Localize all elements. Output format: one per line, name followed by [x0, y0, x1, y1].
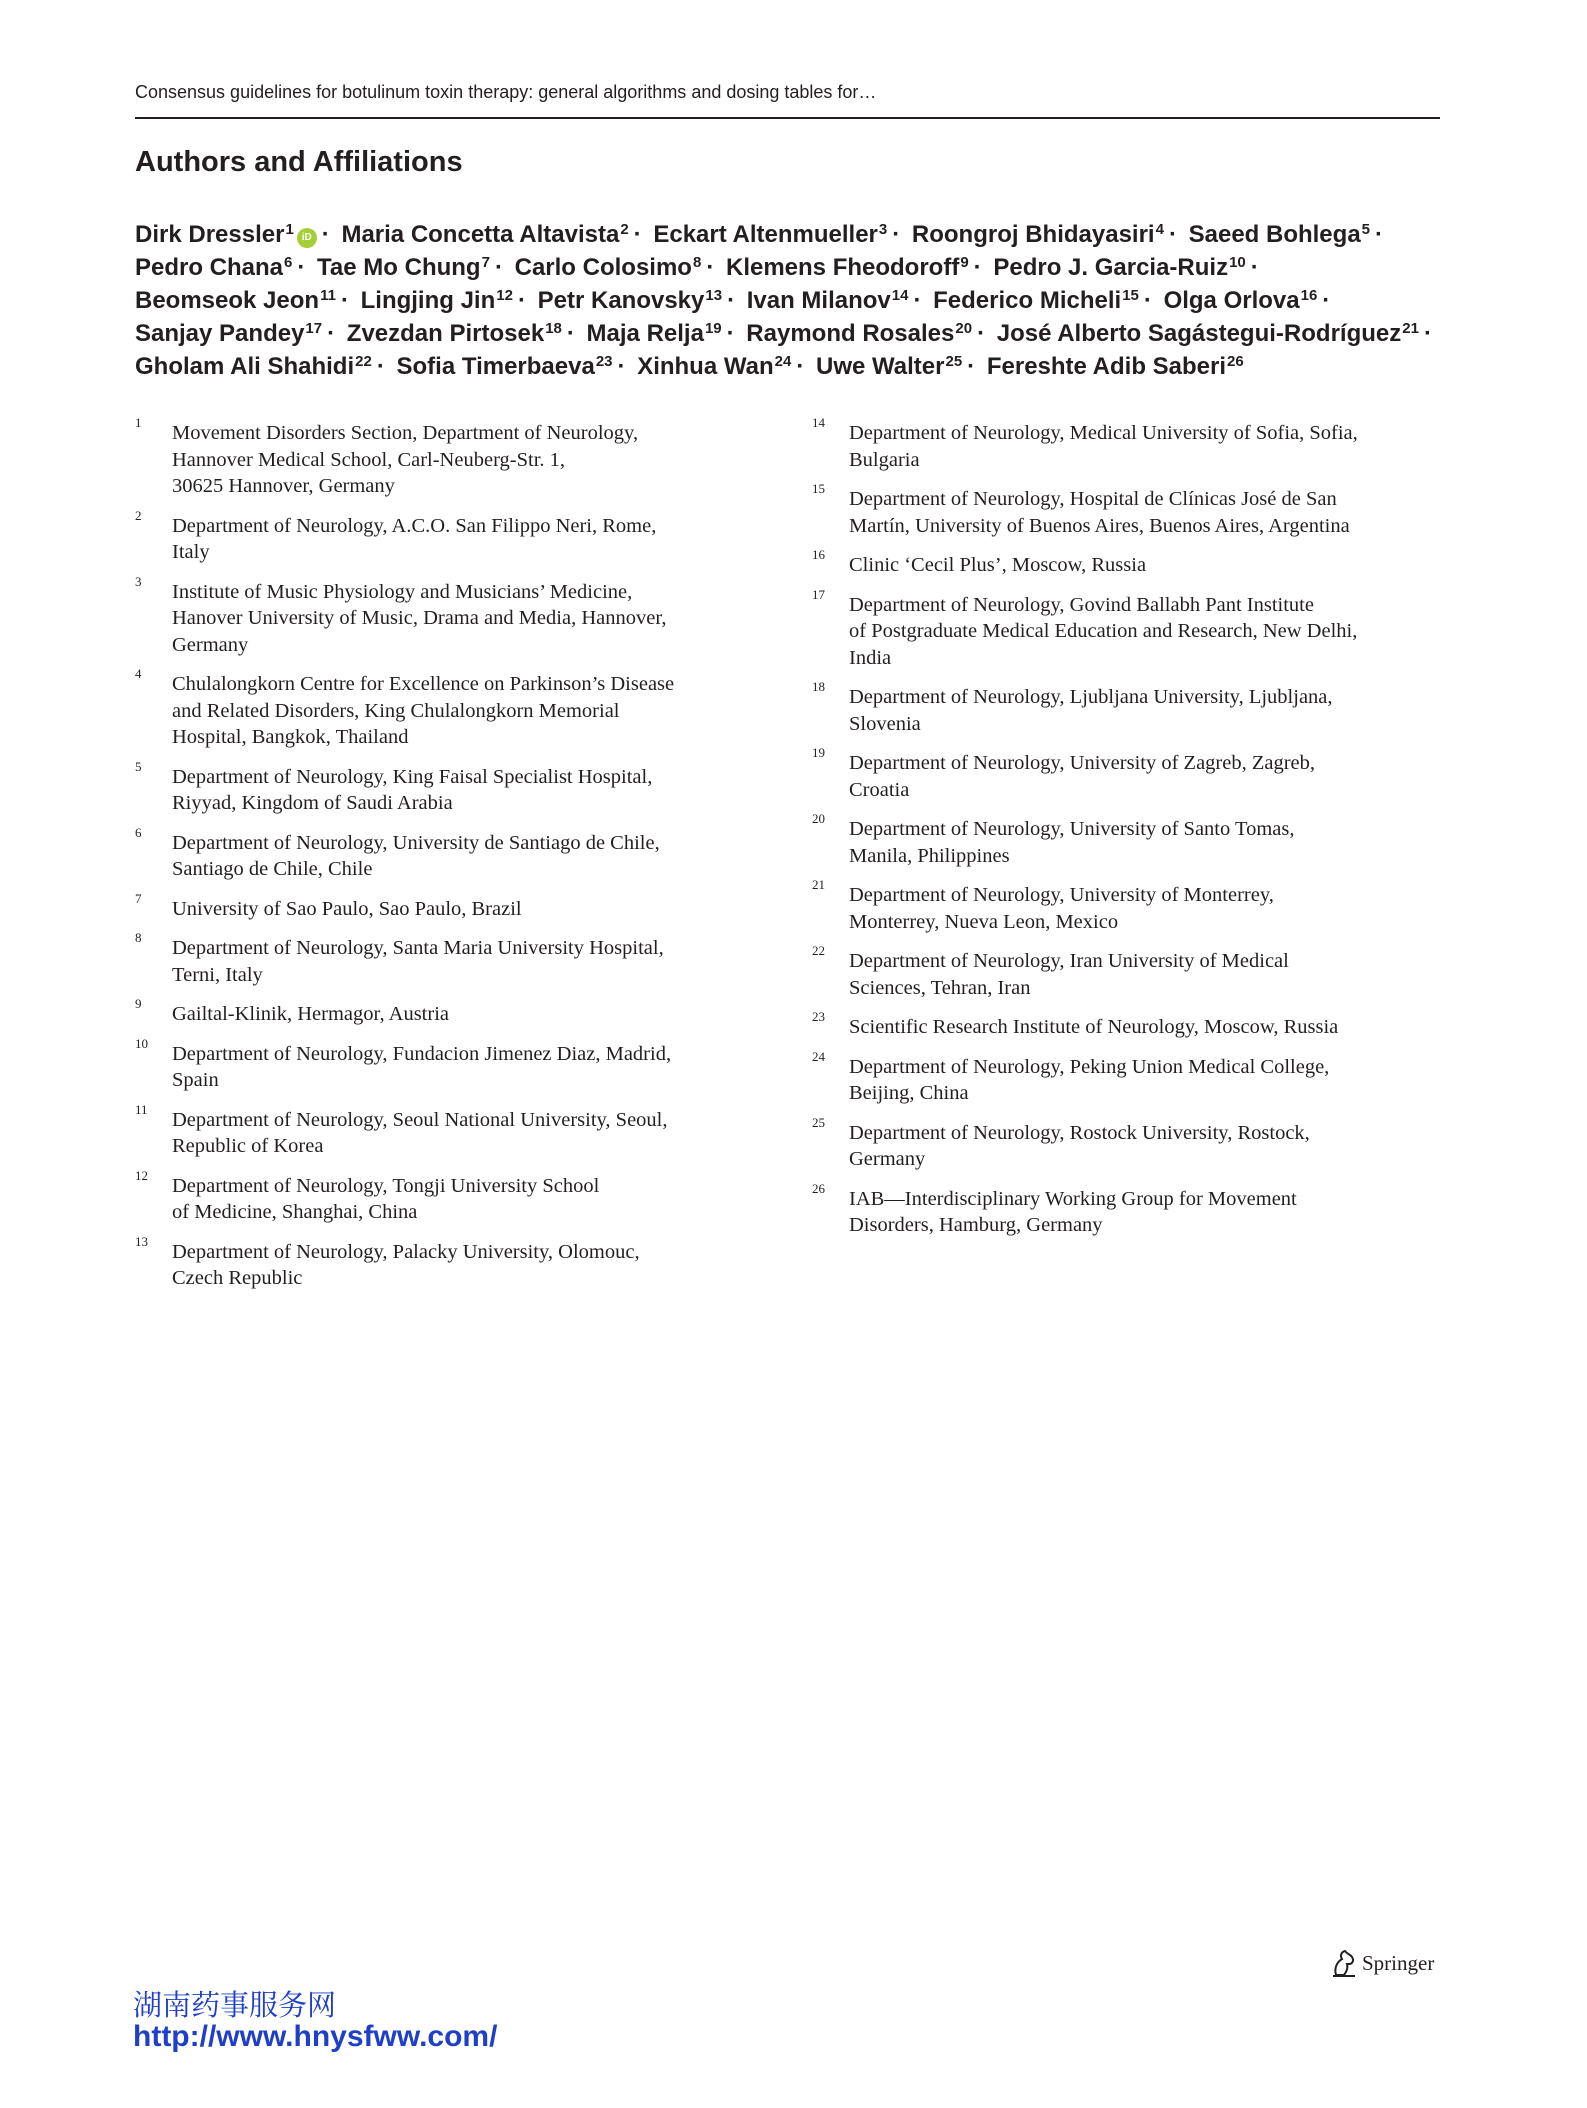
affiliation-line: Department of Neurology, Seoul National University, Seoul,: [172, 1108, 668, 1131]
author-label: Beomseok Jeon: [135, 287, 320, 314]
affiliation-number: 11: [135, 1101, 148, 1117]
affiliation-item: [812, 943, 1432, 1001]
author-separator: ·: [1423, 320, 1432, 347]
author-name: [997, 320, 1419, 347]
author-label: Maria Concetta Altavista: [341, 221, 620, 248]
author-separator: ·: [340, 287, 349, 314]
watermark-site-name: 湖南药事服务网: [133, 1988, 337, 2022]
author-affiliation-number: 13: [705, 287, 723, 304]
affiliation-item: [135, 930, 735, 988]
author-name: [1164, 287, 1318, 314]
affiliation-line: Czech Republic: [172, 1267, 303, 1289]
author-affiliation-number: 3: [878, 221, 888, 238]
author-label: Xinhua Wan: [637, 353, 774, 380]
author-affiliation-number: 19: [704, 320, 722, 337]
author-affiliation-number: 2: [620, 221, 629, 238]
author-label: Maja Relja: [586, 320, 704, 347]
author-name: [746, 320, 972, 347]
author-affiliation-number: 5: [1361, 221, 1371, 238]
affiliation-item: [812, 811, 1432, 869]
author-affiliation-number: 8: [692, 254, 702, 271]
affiliation-line: Germany: [172, 633, 249, 656]
author-name: [747, 287, 909, 314]
author-separator: ·: [706, 254, 715, 281]
author-label: Ivan Milanov: [746, 287, 891, 314]
author-affiliation-number: 7: [481, 254, 490, 271]
author-label: José Alberto Sagástegui-Rodríguez: [996, 320, 1402, 347]
publisher-logo: [1330, 1948, 1434, 1978]
affiliation-item: [135, 1233, 735, 1292]
affiliation-line: Department of Neurology, University of Zagreb, Zagreb,: [849, 752, 1316, 774]
author-name: [933, 287, 1139, 314]
author-label: Eckart Altenmueller: [653, 221, 878, 248]
affiliation-number: 21: [812, 877, 825, 892]
author-separator: ·: [1168, 221, 1177, 248]
affiliations-right-column: [812, 415, 1432, 1252]
affiliation-line: Italy: [172, 541, 210, 563]
affiliation-number: 1: [135, 415, 142, 430]
watermark-url: http://www.hnysfww.com/: [133, 2020, 498, 2053]
affiliation-line: Hanover University of Music, Drama and Media, Hannover,: [172, 607, 667, 629]
author-affiliation-number: 16: [1300, 287, 1318, 304]
affiliation-line: Department of Neurology, Medical University of Sofia, Sofia,: [849, 422, 1358, 444]
affiliation-line: Monterrey, Nueva Leon, Mexico: [849, 910, 1119, 933]
affiliation-line: Slovenia: [849, 712, 921, 735]
author-name: [987, 353, 1244, 380]
author-separator: ·: [1250, 254, 1259, 281]
affiliation-number: 22: [812, 943, 825, 958]
affiliation-number: 18: [812, 679, 825, 694]
author-affiliation-number: 17: [305, 320, 323, 337]
author-affiliation-number: 20: [955, 320, 973, 337]
affiliation-item: [135, 890, 735, 923]
affiliation-number: 12: [135, 1167, 148, 1183]
affiliation-item: [135, 1101, 735, 1160]
affiliation-line: Republic of Korea: [172, 1135, 324, 1157]
author-separator: ·: [726, 320, 735, 347]
affiliation-line: Terni, Italy: [172, 963, 263, 986]
author-affiliation-number: 6: [284, 254, 293, 271]
affiliation-line: Martín, University of Buenos Aires, Buenos Aires, Argentina: [849, 514, 1350, 537]
author-separator: ·: [973, 254, 982, 281]
author-affiliation-number: 4: [1155, 221, 1164, 238]
author-affiliation-number: 11: [320, 287, 336, 304]
author-label: Olga Orlova: [1163, 287, 1300, 314]
affiliation-number: 14: [812, 415, 825, 430]
author-label: Klemens Fheodoroff: [725, 254, 960, 281]
affiliation-number: 15: [812, 481, 825, 496]
affiliation-line: Gailtal-Klinik, Hermagor, Austria: [172, 1003, 450, 1025]
author-separator: ·: [1375, 221, 1384, 248]
running-head: Consensus guidelines for botulinum toxin therapy: general algorithms and dosing tables for…: [135, 82, 877, 102]
author-separator: ·: [1322, 287, 1331, 314]
affiliation-item: [135, 573, 735, 659]
author-label: Gholam Ali Shahidi: [135, 353, 355, 380]
affiliation-line: Department of Neurology, Palacky University, Olomouc,: [172, 1240, 640, 1263]
author-name: [515, 254, 702, 281]
affiliation-item: [135, 507, 735, 566]
author-label: Roongroj Bhidayasiri: [911, 221, 1155, 248]
author-name: [587, 320, 722, 347]
affiliation-number: 13: [135, 1233, 148, 1249]
author-label: Tae Mo Chung: [317, 254, 481, 281]
affiliation-line: Department of Neurology, A.C.O. San Filippo Neri, Rome,: [172, 514, 657, 537]
affiliation-number: 19: [812, 745, 825, 760]
affiliation-line: Riyyad, Kingdom of Saudi Arabia: [172, 792, 453, 814]
author-affiliation-number: 23: [595, 353, 613, 370]
affiliation-line: Department of Neurology, Peking Union Medical College,: [849, 1055, 1330, 1078]
author-label: Saeed Bohlega: [1188, 221, 1361, 248]
author-affiliation-number: 15: [1122, 287, 1139, 304]
affiliation-line: Department of Neurology, Govind Ballabh Pant Institute: [849, 593, 1314, 616]
author-name: [726, 254, 969, 281]
author-name: [653, 221, 887, 248]
author-separator: ·: [566, 320, 575, 347]
affiliation-number: 9: [135, 996, 142, 1011]
author-separator: ·: [633, 221, 642, 248]
affiliation-number: 17: [812, 586, 825, 602]
author-separator: ·: [1143, 287, 1152, 314]
author-name: [361, 287, 513, 314]
affiliation-item: [135, 666, 735, 751]
author-affiliation-number: 10: [1229, 254, 1246, 271]
affiliation-line: Department of Neurology, Hospital de Clínicas José de San: [849, 488, 1337, 510]
affiliation-line: Chulalongkorn Centre for Excellence on Parkinson’s Disease: [172, 673, 675, 695]
author-label: Zvezdan Pirtosek: [346, 320, 545, 347]
author-separator: ·: [727, 287, 736, 314]
author-label: Pedro J. Garcia-Ruiz: [993, 254, 1229, 281]
affiliation-item: [812, 1114, 1432, 1173]
affiliation-item: [135, 824, 735, 883]
author-label: Fereshte Adib Saberi: [986, 353, 1227, 380]
affiliation-item: [135, 1035, 735, 1094]
affiliation-line: Department of Neurology, Ljubljana University, Ljubljana,: [849, 686, 1333, 708]
author-separator: ·: [617, 353, 626, 380]
affiliation-number: 2: [135, 507, 142, 523]
affiliation-number: 16: [812, 547, 825, 562]
affiliation-line: Hannover Medical School, Carl-Neuberg-Str. 1,: [172, 448, 566, 471]
author-separator: ·: [892, 221, 901, 248]
affiliation-line: Disorders, Hamburg, Germany: [849, 1214, 1103, 1236]
affiliation-number: 5: [135, 758, 142, 774]
affiliation-line: Department of Neurology, Santa Maria University Hospital,: [172, 937, 664, 959]
affiliation-number: 24: [812, 1048, 825, 1064]
affiliation-line: Hospital, Bangkok, Thailand: [172, 726, 409, 748]
affiliation-item: [812, 481, 1432, 539]
affiliation-item: [812, 877, 1432, 935]
author-affiliation-number: 18: [545, 320, 562, 337]
author-separator: ·: [327, 320, 336, 347]
affiliation-line: of Postgraduate Medical Education and Research, New Delhi,: [849, 620, 1358, 642]
affiliation-line: 30625 Hannover, Germany: [172, 475, 395, 497]
affiliation-number: 7: [135, 890, 142, 906]
author-name: [912, 221, 1164, 248]
affiliation-line: Sciences, Tehran, Iran: [849, 976, 1031, 999]
publisher-name: Springer: [1362, 1950, 1435, 1975]
author-label: Petr Kanovsky: [537, 287, 705, 314]
author-affiliation-number: 21: [1402, 320, 1419, 337]
author-separator: ·: [321, 221, 330, 248]
affiliation-item: [812, 745, 1432, 803]
author-affiliation-number: 24: [774, 353, 792, 370]
author-label: Sanjay Pandey: [135, 320, 305, 347]
affiliation-number: 8: [135, 930, 142, 945]
affiliation-line: Scientific Research Institute of Neurology, Moscow, Russia: [849, 1016, 1339, 1038]
author-name: [135, 254, 292, 281]
author-name: [135, 287, 336, 314]
author-name: [347, 320, 562, 347]
author-separator: ·: [977, 320, 986, 347]
author-name: [993, 254, 1245, 281]
author-separator: ·: [297, 254, 306, 281]
author-affiliation-number: 1: [285, 221, 294, 238]
affiliation-line: India: [849, 646, 892, 669]
author-label: Pedro Chana: [135, 254, 284, 281]
affiliation-line: Spain: [172, 1069, 219, 1091]
affiliation-item: [135, 996, 735, 1028]
affiliation-line: Department of Neurology, University of Santo Tomas,: [849, 818, 1295, 840]
author-separator: ·: [376, 353, 385, 380]
author-separator: ·: [796, 353, 805, 380]
springer-horse-icon: [1330, 1948, 1358, 1978]
affiliation-number: 6: [135, 824, 142, 840]
affiliation-item: [135, 1167, 735, 1226]
author-list: [135, 218, 1455, 383]
affiliation-item: [812, 415, 1432, 473]
author-name: [397, 353, 613, 380]
author-name: [135, 320, 322, 347]
affiliation-line: Institute of Music Physiology and Musicians’ Medicine,: [172, 580, 633, 603]
affiliation-line: Department of Neurology, Fundacion Jimenez Diaz, Madrid,: [172, 1042, 672, 1065]
author-affiliation-number: 9: [960, 254, 969, 271]
affiliation-line: Department of Neurology, Rostock University, Rostock,: [849, 1121, 1310, 1144]
affiliation-number: 4: [135, 666, 142, 681]
author-label: Lingjing Jin: [360, 287, 496, 314]
affiliation-line: Department of Neurology, Iran University of Medical: [849, 950, 1289, 972]
affiliation-number: 3: [135, 573, 142, 589]
affiliation-item: [135, 415, 735, 500]
author-affiliation-number: 14: [891, 287, 909, 304]
affiliation-line: Santiago de Chile, Chile: [172, 858, 373, 880]
affiliation-line: Movement Disorders Section, Department of Neurology,: [172, 422, 639, 444]
affiliation-item: [812, 586, 1432, 672]
header-rule: [135, 117, 1440, 119]
affiliation-line: of Medicine, Shanghai, China: [172, 1201, 418, 1223]
author-label: Carlo Colosimo: [514, 254, 692, 281]
affiliation-line: Germany: [849, 1148, 926, 1170]
author-name: [816, 353, 962, 380]
affiliation-line: Clinic ‘Cecil Plus’, Moscow, Russia: [849, 554, 1147, 576]
orcid-icon[interactable]: iD: [297, 228, 317, 248]
affiliation-line: Croatia: [849, 778, 910, 801]
author-affiliation-number: 26: [1227, 353, 1244, 370]
author-separator: ·: [517, 287, 526, 314]
affiliation-number: 26: [812, 1180, 825, 1196]
author-name: [135, 221, 317, 248]
author-label: Federico Micheli: [933, 287, 1122, 314]
author-name: [637, 353, 791, 380]
author-name: [538, 287, 722, 314]
author-affiliation-number: 25: [945, 353, 963, 370]
affiliation-line: Department of Neurology, University of Monterrey,: [849, 884, 1274, 906]
affiliation-item: [812, 1009, 1432, 1041]
affiliation-line: Department of Neurology, Tongji University School: [172, 1174, 600, 1197]
affiliation-line: Department of Neurology, King Faisal Specialist Hospital,: [172, 765, 653, 788]
affiliation-item: [812, 1048, 1432, 1107]
author-name: [135, 353, 372, 380]
affiliation-line: and Related Disorders, King Chulalongkorn Memorial: [172, 699, 620, 722]
affiliation-item: [812, 1180, 1432, 1239]
affiliation-number: 25: [812, 1114, 825, 1130]
affiliation-line: University of Sao Paulo, Sao Paulo, Brazil: [172, 897, 522, 920]
author-separator: ·: [913, 287, 922, 314]
affiliation-item: [135, 758, 735, 817]
author-label: Sofia Timerbaeva: [396, 353, 595, 380]
affiliation-number: 10: [135, 1035, 148, 1051]
author-label: Uwe Walter: [816, 353, 945, 380]
author-separator: ·: [967, 353, 976, 380]
affiliation-line: Department of Neurology, University de Santiago de Chile,: [172, 831, 660, 854]
affiliation-line: Manila, Philippines: [849, 844, 1010, 867]
affiliations-left-column: [135, 415, 735, 1305]
author-label: Dirk Dressler: [135, 221, 285, 248]
affiliation-item: [812, 679, 1432, 737]
author-name: [341, 221, 628, 248]
author-affiliation-number: 12: [496, 287, 513, 304]
affiliation-number: 20: [812, 811, 825, 826]
affiliation-line: Beijing, China: [849, 1082, 969, 1104]
affiliation-line: Bulgaria: [849, 448, 920, 471]
section-title: Authors and Affiliations: [135, 146, 463, 178]
affiliation-item: [812, 547, 1432, 579]
author-separator: ·: [494, 254, 503, 281]
author-name: [1189, 221, 1370, 248]
author-name: [317, 254, 490, 281]
affiliation-line: IAB—Interdisciplinary Working Group for Movement: [849, 1187, 1297, 1210]
author-label: Raymond Rosales: [746, 320, 955, 347]
author-affiliation-number: 22: [355, 353, 372, 370]
affiliation-number: 23: [812, 1009, 825, 1024]
